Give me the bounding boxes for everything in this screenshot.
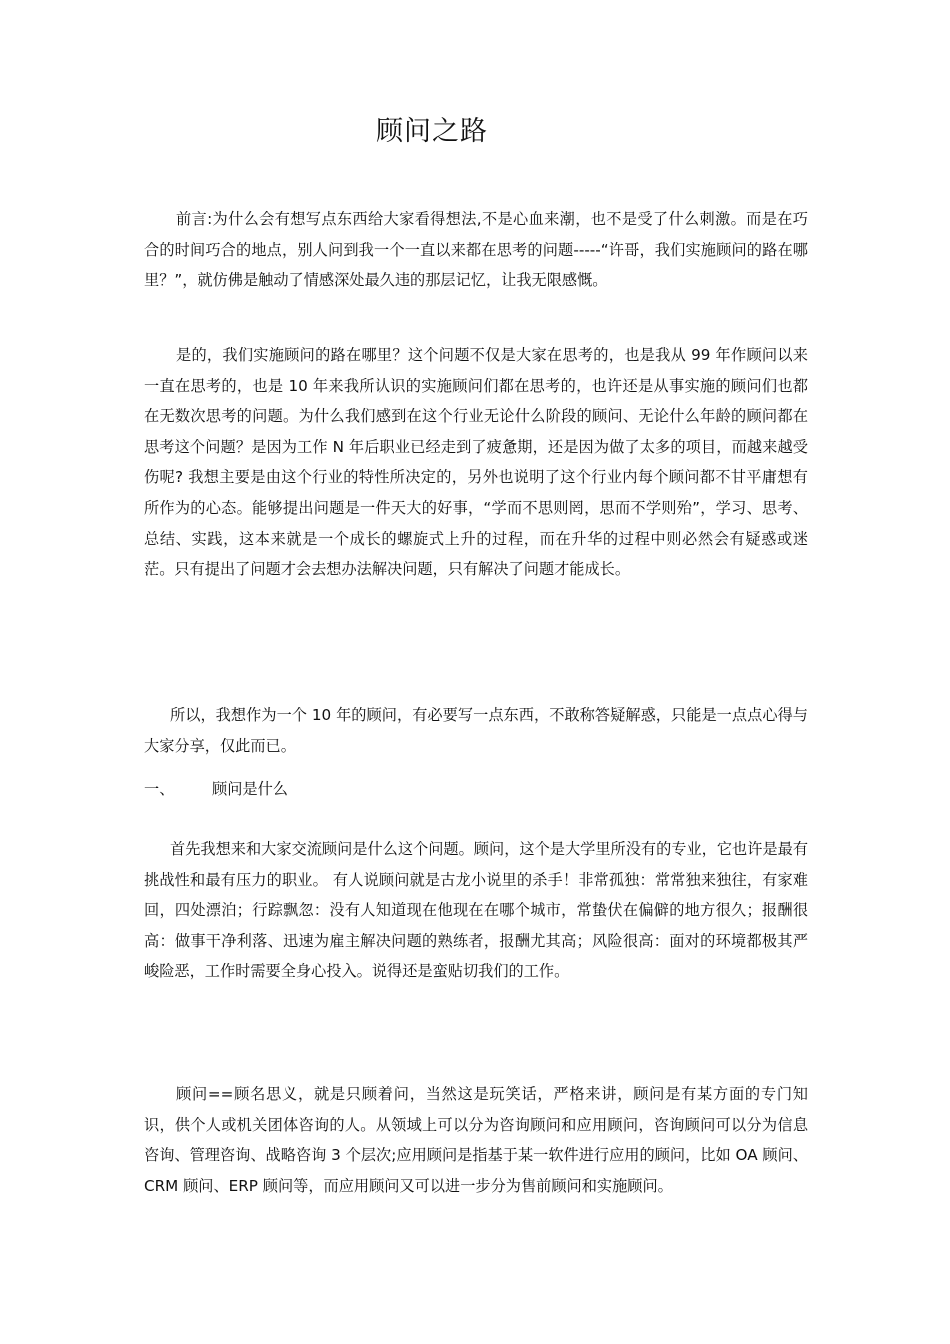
body-paragraph-1: 是的，我们实施顾问的路在哪里？这个问题不仅是大家在思考的，也是我从 99 年作顾问以来一直在思考的，也是 10 年来我所认识的实施顾问们都在思考的，也许还是从事实施的顾问们也都在无数次思考的问题。为什么我们感到在这个行业无论什么阶段的顾问、无论什么年龄的顾问都在思考这个问题？是因为工作 N 年后职业已经走到了疲惫期，还是因为做了太多的项目，而越来越受伤呢? 我想主要是由这个行业的特性所决定的，另外也说明了这个行业内每个顾问都不甘平庸想有所作为的心态。能够提出问题是一件天大的好事，“学而不思则罔，思而不学则殆”，学习、思考、总结、实践，这本来就是一个成长的螺旋式上升的过程，而在升华的过程中则必然会有疑惑或迷茫。只有提出了问题才会去想办法解决问题，只有解决了问题才能成长。	[144, 346, 808, 579]
section-title: 顾问是什么	[212, 780, 288, 798]
body-paragraph-3: 首先我想来和大家交流顾问是什么这个问题。顾问，这个是大学里所没有的专业，它也许是最有挑战性和最有压力的职业。 有人说顾问就是古龙小说里的杀手！非常孤独：常常独来独往，有家难回，四处漂泊；行踪飘忽：没有人知道现在他现在在哪个城市，常蛰伏在偏僻的地方很久；报酬很高：做事干净利落、迅速为雇主解决问题的熟练者，报酬尤其高；风险很高：面对的环境都极其严峻险恶，工作时需要全身心投入。说得还是蛮贴切我们的工作。	[144, 840, 808, 981]
section-heading	[144, 774, 288, 804]
body-paragraph-2: 所以，我想作为一个 10 年的顾问，有必要写一点东西，不敢称答疑解惑，只能是一点点心得与大家分享，仅此而已。	[144, 706, 808, 755]
preface-paragraph: 前言:为什么会有想写点东西给大家看得想法,不是心血来潮，也不是受了什么刺激。而是在巧合的时间巧合的地点，别人问到我一个一直以来都在思考的问题-----“许哥，我们实施顾问的路在哪里？”，就仿佛是触动了情感深处最久违的那层记忆，让我无限感慨。	[144, 210, 808, 290]
body-paragraph-4: 顾问==顾名思义，就是只顾着问，当然这是玩笑话，严格来讲，顾问是有某方面的专门知识，供个人或机关团体咨询的人。从领域上可以分为咨询顾问和应用顾问，咨询顾问可以分为信息咨询、管理咨询、战略咨询 3 个层次;应用顾问是指基于某一软件进行应用的顾问，比如 OA 顾问、CRM 顾问、ERP 顾问等，而应用顾问又可以进一步分为售前顾问和实施顾问。	[144, 1085, 808, 1195]
section-number: 一、	[144, 780, 175, 798]
document-title: 顾问之路	[376, 116, 488, 147]
